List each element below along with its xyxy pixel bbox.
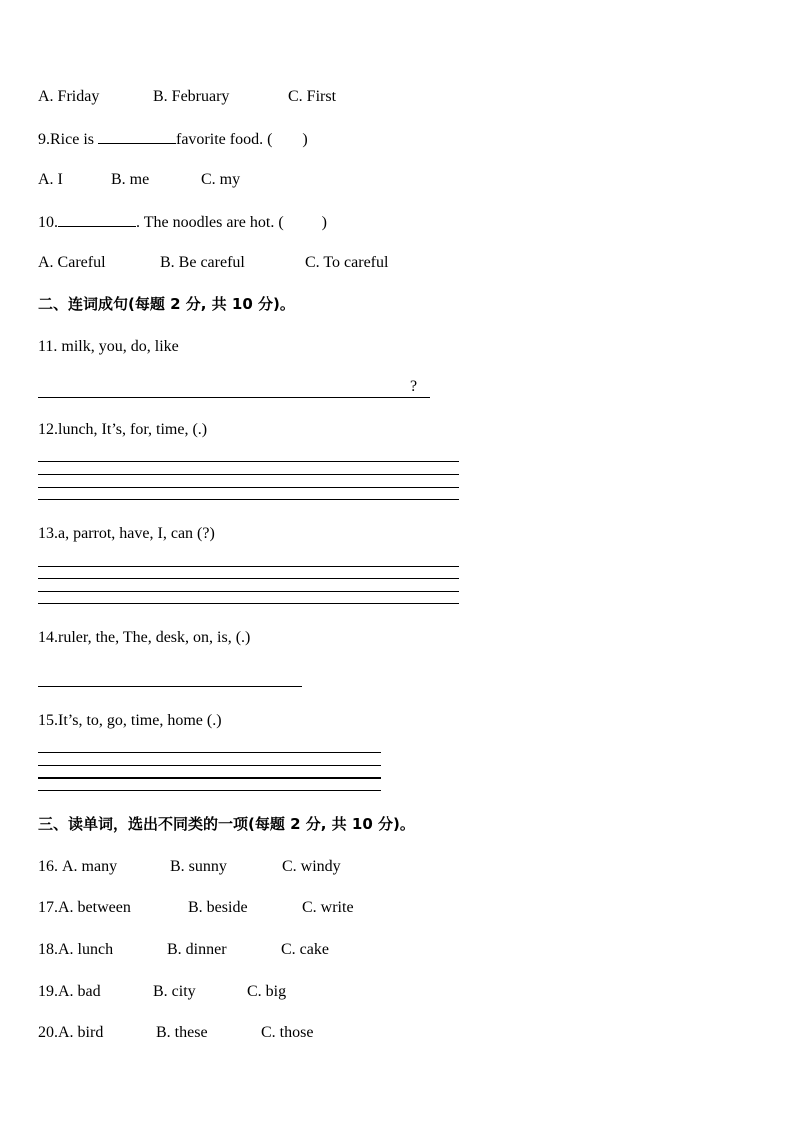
q13-answer-line-4[interactable] (38, 603, 459, 604)
q12-words: 12.lunch, It’s, for, time, (.) (38, 421, 208, 438)
q19-option-a[interactable]: A. bad (58, 983, 101, 1000)
q20-option-c[interactable]: C. those (261, 1024, 314, 1041)
q17-option-a[interactable]: A. between (58, 899, 131, 916)
q16-question (38, 857, 341, 877)
q17-option-c[interactable]: C. write (302, 899, 354, 916)
q9-option-a[interactable]: A. I (38, 171, 63, 188)
q16-option-b[interactable]: B. sunny (170, 858, 227, 875)
q11-answer-line[interactable] (38, 397, 430, 398)
q9-option-c[interactable]: C. my (201, 171, 241, 188)
q15-answer-line-2[interactable] (38, 765, 381, 766)
q9-prefix: 9.Rice is (38, 131, 98, 148)
q15-words: 15.It’s, to, go, time, home (.) (38, 712, 222, 729)
q12-answer-line-1[interactable] (38, 461, 459, 462)
q11-words: 11. milk, you, do, like (38, 338, 179, 355)
q19-number: 19. (38, 983, 58, 1000)
q18-option-b[interactable]: B. dinner (167, 941, 227, 958)
q20-option-b[interactable]: B. these (156, 1024, 208, 1041)
q13-answer-line-2[interactable] (38, 578, 459, 579)
section2-heading: 二、连词成句(每题 2 分, 共 10 分)。 (38, 295, 295, 313)
q20-number: 20. (38, 1024, 58, 1041)
q17-option-b[interactable]: B. beside (188, 899, 248, 916)
q18-option-c[interactable]: C. cake (281, 941, 329, 958)
q11-question-mark: ? (410, 378, 418, 395)
q9-suffix: favorite food. ( (176, 131, 273, 148)
q18-question (38, 940, 329, 960)
q10-blank[interactable] (58, 212, 136, 227)
q19-question (38, 982, 286, 1002)
section3-heading: 三、读单词，选出不同类的一项(每题 2 分, 共 10 分)。 (38, 815, 415, 833)
q16-number: 16. (38, 858, 62, 875)
q17-question (38, 898, 354, 918)
q9-close: ) (302, 131, 308, 148)
q9-option-b[interactable]: B. me (111, 171, 150, 188)
q13-answer-line-1[interactable] (38, 566, 459, 567)
q13-words: 13.a, parrot, have, I, can (?) (38, 525, 215, 542)
q10-question (38, 212, 327, 233)
q10-option-a[interactable]: A. Careful (38, 254, 106, 271)
q15-answer-line-1[interactable] (38, 752, 381, 753)
q12-answer-line-2[interactable] (38, 474, 459, 475)
q10-option-b[interactable]: B. Be careful (160, 254, 245, 271)
q10-options (38, 253, 388, 273)
q8-options (38, 87, 336, 107)
q9-question (38, 129, 308, 150)
q15-answer-line-3[interactable] (38, 777, 381, 779)
q16-option-a[interactable]: A. many (62, 858, 118, 875)
q10-option-c[interactable]: C. To careful (305, 254, 389, 271)
q19-option-b[interactable]: B. city (153, 983, 196, 1000)
q15-answer-line-4[interactable] (38, 790, 381, 791)
q19-option-c[interactable]: C. big (247, 983, 287, 1000)
q17-number: 17. (38, 899, 58, 916)
q8-option-a[interactable]: A. Friday (38, 88, 100, 105)
q18-option-a[interactable]: A. lunch (58, 941, 114, 958)
q18-number: 18. (38, 941, 58, 958)
q10-prefix: 10. (38, 214, 58, 231)
q8-option-c[interactable]: C. First (288, 88, 337, 105)
q12-answer-line-4[interactable] (38, 499, 459, 500)
q9-options (38, 170, 240, 190)
q10-close: ) (321, 214, 327, 231)
q14-answer-line[interactable] (38, 686, 302, 687)
q10-suffix: . The noodles are hot. ( (136, 214, 284, 231)
q12-answer-line-3[interactable] (38, 487, 459, 488)
q9-blank[interactable] (98, 129, 176, 144)
q16-option-c[interactable]: C. windy (282, 858, 341, 875)
q8-option-b[interactable]: B. February (153, 88, 230, 105)
q20-question (38, 1023, 313, 1043)
q20-option-a[interactable]: A. bird (58, 1024, 104, 1041)
q13-answer-line-3[interactable] (38, 591, 459, 592)
q14-words: 14.ruler, the, The, desk, on, is, (.) (38, 629, 251, 646)
